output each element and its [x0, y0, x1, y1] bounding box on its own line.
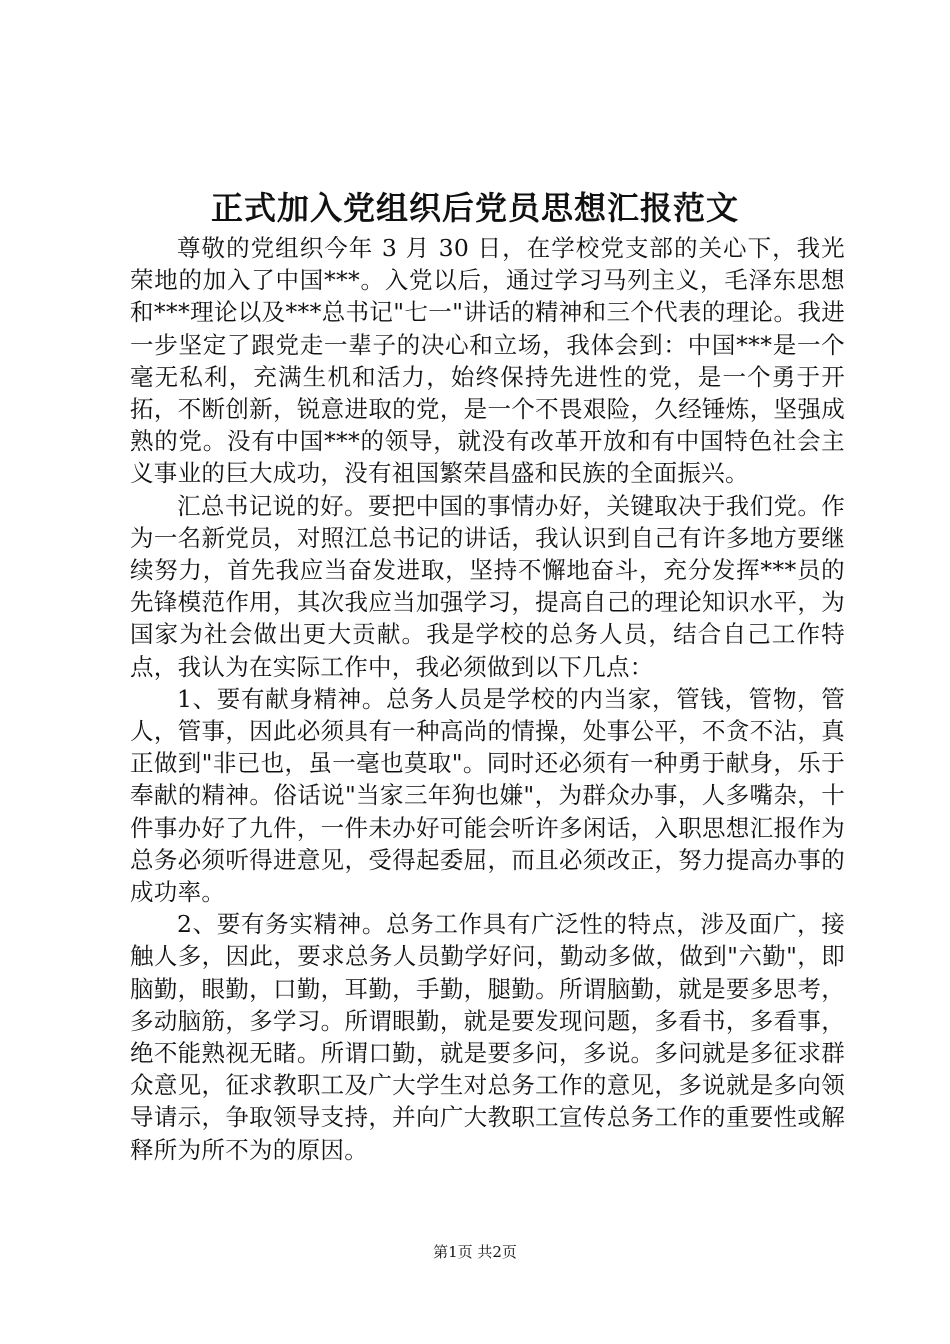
paragraph-4: 2、要有务实精神。总务工作具有广泛性的特点，涉及面广，接触人多，因此，要求总务人员勤学好问，勤动多做，做到"六勤"，即脑勤，眼勤，口勤，耳勤，手勤，腿勤。所谓脑勤，就是要多思考，多动脑筋，多学习。所谓眼勤，就是要发现问题，多看书，多看事，绝不能熟视无睹。所谓口勤，就是要多问，多说。多问就是多征求群众意见，征求教职工及广大学生对总务工作的意见，多说就是多向领导请示，争取领导支持，并向广大教职工宣传总务工作的重要性或解释所为所不为的原因。 — [130, 910, 845, 1164]
page-number-footer: 第1页 共2页 — [433, 1243, 517, 1261]
paragraph-2: 汇总书记说的好。要把中国的事情办好，关键取决于我们党。作为一名新党员，对照江总书记的讲话，我认识到自己有许多地方要继续努力，首先我应当奋发进取，坚持不懈地奋斗，充分发挥***员的先锋模范作用，其次我应当加强学习，提高自己的理论知识水平，为国家为社会做出更大贡献。我是学校的总务人员，结合自己工作特点，我认为在实际工作中，我必须做到以下几点： — [130, 491, 845, 681]
paragraph-3: 1、要有献身精神。总务人员是学校的内当家，管钱，管物，管人，管事，因此必须具有一种高尚的情操，处事公平，不贪不沾，真正做到"非已也，虽一毫也莫取"。同时还必须有一种勇于献身，乐于奉献的精神。俗话说"当家三年狗也嫌"，为群众办事，人多嘴杂，十件事办好了九件，一件未办好可能会听许多闲话，入职思想汇报作为总务必须听得进意见，受得起委屈，而且必须改正，努力提高办事的成功率。 — [130, 684, 845, 907]
paragraph-1: 尊敬的党组织今年 3 月 30 日，在学校党支部的关心下，我光荣地的加入了中国***。入党以后，通过学习马列主义，毛泽东思想和***理论以及***总书记"七一"讲话的精神和三个代表的理论。我进一步坚定了跟党走一辈子的决心和立场，我体会到：中国***是一个毫无私利，充满生机和活力，始终保持先进性的党，是一个勇于开拓，不断创新，锐意进取的党，是一个不畏艰险，久经锤炼，坚强成熟的党。没有中国***的领导，就没有改革开放和有中国特色社会主义事业的巨大成功，没有祖国繁荣昌盛和民族的全面振兴。 — [130, 234, 845, 488]
document-title: 正式加入党组织后党员思想汇报范文 — [210, 189, 739, 227]
document-body — [130, 232, 845, 1166]
